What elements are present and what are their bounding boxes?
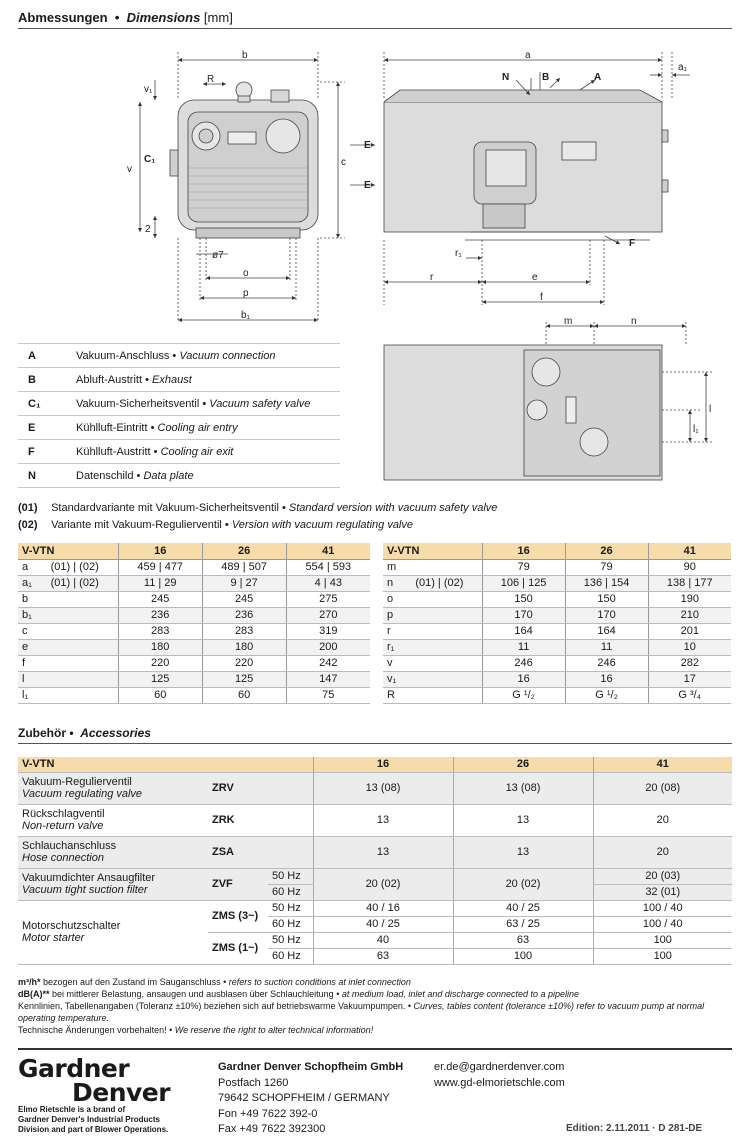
legend-en: Vacuum connection (179, 349, 276, 362)
dim-value: 75 (286, 687, 370, 703)
dim-symbol: r₁ (383, 639, 411, 655)
footnote: Technische Änderungen vorbehalten! • We reserve the right to alter technical information! (18, 1025, 374, 1035)
legend-row (18, 464, 340, 488)
dim-value: 220 (118, 655, 202, 671)
variant-en: Version with vacuum regulating valve (231, 519, 413, 531)
dim-value: 125 (202, 671, 286, 687)
dim-value: 147 (286, 671, 370, 687)
legend-en: Cooling air exit (160, 445, 234, 458)
dim-row (18, 607, 370, 623)
tagline-3: Division and part of Blower Operations. (18, 1125, 169, 1134)
dim-value: 170 (565, 607, 648, 623)
dim-symbol: b₁ (18, 607, 47, 623)
dim-value: 170 (482, 607, 565, 623)
dim-row (18, 623, 370, 639)
dim-value: 180 (118, 639, 202, 655)
legend-row (18, 344, 340, 368)
dim-value: 90 (648, 559, 731, 575)
legend-text: Abluft-Austritt • Exhaust (66, 368, 340, 392)
acc-val-41: 100 (593, 948, 732, 964)
company-contact (434, 1060, 565, 1091)
acc-header-16: 16 (313, 757, 453, 772)
dim-value: G ³/₄ (648, 687, 731, 703)
footnote-de: bezogen auf den Zustand im Sauganschluss (40, 977, 221, 987)
acc-row-zsa (18, 836, 732, 868)
acc-val-16: 13 (313, 836, 453, 868)
dim-value: 283 (118, 623, 202, 639)
dim-value: 246 (482, 655, 565, 671)
dim-symbol: m (383, 559, 411, 575)
dim-header-size: 16 (482, 543, 565, 559)
dim-variant (47, 623, 119, 639)
dim-value: 459 | 477 (118, 559, 202, 575)
accessories-title: Zubehör • Accessories (18, 726, 151, 740)
legend-text: Vakuum-Sicherheitsventil • Vacuum safety valve (66, 392, 340, 416)
acc-val-16: 40 (313, 932, 453, 948)
variant-code: (01) (18, 502, 38, 514)
acc-row-zvf-50 (18, 868, 732, 884)
acc-code: ZMS (1~) (208, 932, 268, 964)
dim-value: 10 (648, 639, 731, 655)
accessories-title-en: Accessories (80, 726, 151, 740)
legend-row (18, 416, 340, 440)
acc-val-16: 40 / 25 (313, 916, 453, 932)
variant-note-02: (02) Variante mit Vakuum-Regulierventil • Version with vacuum regulating valve (18, 519, 413, 531)
accessories-header-row (18, 757, 732, 772)
dim-value: 282 (648, 655, 731, 671)
dim-row (18, 687, 370, 703)
legend-row (18, 392, 340, 416)
acc-row-zms3-50 (18, 900, 732, 916)
acc-name (18, 836, 208, 868)
acc-name-en: Vacuum regulating valve (22, 788, 143, 800)
dim-value: 275 (286, 591, 370, 607)
dim-value: 246 (565, 655, 648, 671)
dim-value: 138 | 177 (648, 575, 731, 591)
dim-variant (411, 607, 482, 623)
acc-header-model: V-VTN (18, 757, 313, 772)
dim-label-o: o (243, 268, 249, 279)
dim-value: 11 | 29 (118, 575, 202, 591)
legend-de: Kühlluft-Austritt (76, 445, 151, 458)
legend-row (18, 440, 340, 464)
footnote-key: m³/h* (18, 977, 41, 987)
acc-val-26: 13 (08) (453, 772, 593, 804)
legend-de: Datenschild (76, 469, 134, 482)
dim-variant (411, 559, 482, 575)
dim-symbol: c (18, 623, 47, 639)
dimension-table-right (383, 543, 731, 704)
dim-label-r: r (430, 272, 434, 283)
legend-en: Data plate (143, 469, 194, 482)
dim-row (383, 655, 731, 671)
header-rule (18, 28, 732, 29)
dim-label-f: f (540, 292, 543, 303)
dim-value: 16 (565, 671, 648, 687)
dim-label-n: n (631, 316, 637, 327)
dim-row (18, 591, 370, 607)
dim-symbol: a₁ (18, 575, 47, 591)
acc-header-26: 26 (453, 757, 593, 772)
acc-row-zrk (18, 804, 732, 836)
dim-row (383, 623, 731, 639)
gardner-denver-logo (18, 1054, 171, 1107)
acc-val-41: 20 (593, 804, 732, 836)
dim-symbol: v₁ (383, 671, 411, 687)
dim-variant: (01) | (02) (411, 575, 482, 591)
dim-variant: (01) | (02) (47, 575, 119, 591)
acc-val-41: 100 / 40 (593, 916, 732, 932)
dim-symbol: f (18, 655, 47, 671)
acc-header-41: 41 (593, 757, 732, 772)
dim-label-p: p (243, 288, 249, 299)
variant-de: Variante mit Vakuum-Regulierventil (51, 519, 222, 531)
dim-header-model: V-VTN (383, 543, 482, 559)
acc-name (18, 868, 208, 900)
legend-key: B (18, 368, 66, 392)
title-en: Dimensions (126, 10, 201, 25)
dim-value: 150 (482, 591, 565, 607)
dim-row (383, 639, 731, 655)
acc-val-41: 20 (593, 836, 732, 868)
dim-row (18, 671, 370, 687)
dimension-table-left (18, 543, 370, 704)
legend-en: Cooling air entry (157, 421, 238, 434)
footnote: m³/h* bezogen auf den Zustand im Sauganschluss • refers to suction conditions at inlet connection (18, 977, 411, 987)
dim-header-model: V-VTN (18, 543, 118, 559)
legend-text: Kühlluft-Austritt • Cooling air exit (66, 440, 340, 464)
acc-code: ZMS (3~) (208, 900, 268, 932)
footnote-en: refers to suction conditions at inlet connection (228, 977, 411, 987)
dim-value: 17 (648, 671, 731, 687)
dim-header-row (18, 543, 370, 559)
dim-value: 201 (648, 623, 731, 639)
dim-symbol: l (18, 671, 47, 687)
dim-symbol: n (383, 575, 411, 591)
dim-header-size: 41 (286, 543, 370, 559)
dim-value: 164 (482, 623, 565, 639)
acc-val-41: 100 / 40 (593, 900, 732, 916)
dim-label-d7: ø7 (212, 250, 224, 261)
acc-name-en: Vacuum tight suction filter (22, 884, 148, 896)
acc-val-26: 13 (453, 836, 593, 868)
legend-key: N (18, 464, 66, 488)
acc-val-41: 20 (08) (593, 772, 732, 804)
dim-value: 60 (118, 687, 202, 703)
dim-variant (411, 687, 482, 703)
footnote-de: Kennlinien, Tabellenangaben (Toleranz ±10%) beziehen sich auf betriebswarme Vakuumpumpen. (18, 1001, 406, 1011)
dim-row (18, 655, 370, 671)
acc-name-en: Hose connection (22, 852, 104, 864)
dim-row (18, 559, 370, 575)
dim-symbol: l₁ (18, 687, 47, 703)
acc-val-16: 20 (02) (313, 868, 453, 900)
variant-code: (02) (18, 519, 38, 531)
company-name: Gardner Denver Schopfheim GmbH (218, 1061, 404, 1073)
dim-variant (411, 655, 482, 671)
footnotes (18, 976, 732, 1036)
dim-label-N: N (502, 72, 510, 83)
dim-value: 60 (202, 687, 286, 703)
acc-name-en: Motor starter (22, 932, 85, 944)
dim-row (18, 639, 370, 655)
acc-val-16: 13 (313, 804, 453, 836)
dim-row (383, 607, 731, 623)
dim-label-e: e (532, 272, 538, 283)
dim-variant (47, 671, 119, 687)
dim-row (383, 687, 731, 703)
acc-row-zrv (18, 772, 732, 804)
acc-val-41: 100 (593, 932, 732, 948)
acc-val-26: 40 / 25 (453, 900, 593, 916)
logo-word-2: Denver (72, 1078, 171, 1107)
dim-value: 16 (482, 671, 565, 687)
footer-rule (18, 1048, 732, 1050)
dim-variant (47, 591, 119, 607)
dim-symbol: b (18, 591, 47, 607)
brand-tagline (18, 1105, 168, 1135)
dim-header-size: 26 (202, 543, 286, 559)
dim-value: 125 (118, 671, 202, 687)
footnote-de: Technische Änderungen vorbehalten! (18, 1025, 167, 1035)
acc-code: ZRK (208, 804, 313, 836)
dim-label-E2: E (364, 180, 371, 191)
tagline-1: Elmo Rietschle is a brand of (18, 1105, 126, 1114)
acc-name-en: Non-return valve (22, 820, 104, 832)
dim-value: 164 (565, 623, 648, 639)
footnote-key: dB(A)** (18, 989, 50, 999)
dim-value: 220 (202, 655, 286, 671)
dim-header-row (383, 543, 731, 559)
acc-code: ZVF (208, 868, 268, 900)
accessories-title-de: Zubehör (18, 726, 66, 740)
acc-name (18, 772, 208, 804)
dim-value: 242 (286, 655, 370, 671)
acc-name-de: Rückschlagventil (22, 808, 105, 820)
dim-variant (47, 655, 119, 671)
dim-label-b: b (242, 50, 248, 61)
acc-name-de: Vakuum-Regulierventil (22, 776, 132, 788)
dim-label-E1: E (364, 140, 371, 151)
dim-variant (411, 639, 482, 655)
dim-label-F: F (629, 238, 636, 249)
dim-label-A: A (594, 72, 602, 83)
dim-value: 150 (565, 591, 648, 607)
footnote-en: We reserve the right to alter technical information! (174, 1025, 374, 1035)
dim-symbol: a (18, 559, 47, 575)
dim-value: 79 (482, 559, 565, 575)
dim-value: 180 (202, 639, 286, 655)
logo-word-1: Gardner (18, 1054, 130, 1083)
address-line-2: 79642 SCHOPFHEIM / GERMANY (218, 1092, 390, 1104)
edition-label: Edition: 2.11.2011 · D 281-DE (566, 1123, 703, 1134)
dim-value: 270 (286, 607, 370, 623)
dim-symbol: r (383, 623, 411, 639)
legend-key: A (18, 344, 66, 368)
dim-label-a: a (525, 50, 531, 61)
dim-value: 79 (565, 559, 648, 575)
legend-de: Vakuum-Anschluss (76, 349, 170, 362)
dim-variant (411, 623, 482, 639)
legend-text: Datenschild • Data plate (66, 464, 340, 488)
dim-value: 236 (118, 607, 202, 623)
dim-label-r1: r₁ (455, 248, 462, 259)
acc-val-16: 63 (313, 948, 453, 964)
legend-key: E (18, 416, 66, 440)
acc-val-26: 13 (453, 804, 593, 836)
acc-val-41: 20 (03) (593, 868, 732, 884)
dim-symbol: o (383, 591, 411, 607)
dim-value: 236 (202, 607, 286, 623)
dim-row (383, 591, 731, 607)
acc-hz: 60 Hz (268, 916, 313, 932)
dim-variant (47, 639, 119, 655)
accessories-rule (18, 743, 732, 744)
legend-row (18, 368, 340, 392)
acc-hz: 50 Hz (268, 900, 313, 916)
dim-value: 200 (286, 639, 370, 655)
dim-value: 245 (202, 591, 286, 607)
dim-value: 11 (565, 639, 648, 655)
dim-row (383, 559, 731, 575)
footnote-en: Curves, tables content (tolerance ±10%) refer to vacuum pump at normal operating temperature. (18, 1001, 705, 1023)
dim-symbol: p (383, 607, 411, 623)
acc-val-41: 32 (01) (593, 884, 732, 900)
legend-en: Vacuum safety valve (209, 397, 311, 410)
dim-variant (47, 607, 119, 623)
acc-val-26: 63 (453, 932, 593, 948)
legend-text: Kühlluft-Eintritt • Cooling air entry (66, 416, 340, 440)
tagline-2: Gardner Denver's Industrial Products (18, 1115, 160, 1124)
dim-label-b1: b₁ (241, 310, 250, 321)
acc-val-16: 13 (08) (313, 772, 453, 804)
dim-row (383, 575, 731, 591)
address-line-1: Postfach 1260 (218, 1076, 289, 1089)
acc-hz: 60 Hz (268, 884, 313, 900)
acc-name (18, 900, 208, 964)
legend-key: C₁ (18, 392, 66, 416)
acc-name-de: Motorschutzschalter (22, 920, 121, 932)
dim-label-c: c (341, 157, 346, 168)
dim-label-2: 2 (145, 224, 151, 235)
dim-label-a1: a₁ (678, 62, 687, 73)
dim-row (18, 575, 370, 591)
title-unit: [mm] (203, 10, 233, 25)
acc-code: ZSA (208, 836, 313, 868)
variant-de: Standardvariante mit Vakuum-Sicherheitsventil (51, 502, 279, 514)
footnote-en: at medium load, inlet and discharge connected to a pipeline (341, 989, 580, 999)
dim-value: 210 (648, 607, 731, 623)
acc-hz: 50 Hz (268, 868, 313, 884)
dim-variant (47, 687, 119, 703)
acc-val-26: 100 (453, 948, 593, 964)
phone-number: Fon +49 7622 392-0 (218, 1107, 318, 1120)
legend-de: Vakuum-Sicherheitsventil (76, 397, 200, 410)
dim-label-m: m (564, 316, 573, 327)
company-address (218, 1060, 403, 1138)
dim-value: 489 | 507 (202, 559, 286, 575)
dim-variant: (01) | (02) (47, 559, 119, 575)
dim-value: 319 (286, 623, 370, 639)
dim-value: 554 | 593 (286, 559, 370, 575)
legend-text: Vakuum-Anschluss • Vacuum connection (66, 344, 340, 368)
dim-value: 11 (482, 639, 565, 655)
dim-variant (411, 591, 482, 607)
email-link[interactable]: er.de@gardnerdenver.com (434, 1061, 565, 1073)
dim-header-size: 16 (118, 543, 202, 559)
dim-value: G ¹/₂ (482, 687, 565, 703)
acc-code: ZRV (208, 772, 313, 804)
dim-label-l1: l₁ (693, 424, 699, 435)
website-link[interactable]: www.gd-elmorietschle.com (434, 1076, 565, 1089)
dim-header-size: 26 (565, 543, 648, 559)
legend-en: Exhaust (152, 373, 192, 386)
title-bullet: • (111, 10, 123, 25)
legend-table (18, 343, 340, 488)
page-title (18, 10, 233, 25)
title-de: Abmessungen (18, 10, 108, 25)
dim-value: 106 | 125 (482, 575, 565, 591)
dim-symbol: v (383, 655, 411, 671)
dim-symbol: e (18, 639, 47, 655)
dim-header-size: 41 (648, 543, 731, 559)
acc-val-16: 40 / 16 (313, 900, 453, 916)
accessories-table (18, 757, 732, 965)
dim-label-l: l (709, 404, 712, 415)
dim-label-C1: C₁ (144, 154, 156, 165)
dim-value: 283 (202, 623, 286, 639)
acc-val-26: 20 (02) (453, 868, 593, 900)
dim-row (383, 671, 731, 687)
acc-val-26: 63 / 25 (453, 916, 593, 932)
dim-label-B: B (542, 72, 550, 83)
dim-value: 190 (648, 591, 731, 607)
dim-label-v1: v₁ (144, 84, 153, 95)
dim-label-v: v (127, 164, 132, 175)
dim-variant (411, 671, 482, 687)
legend-key: F (18, 440, 66, 464)
variant-note-01: (01) Standardvariante mit Vakuum-Sicherheitsventil • Standard version with vacuum safety valve (18, 502, 498, 514)
legend-de: Abluft-Austritt (76, 373, 143, 386)
variant-en: Standard version with vacuum safety valve (288, 502, 498, 514)
dim-value: 245 (118, 591, 202, 607)
fax-number: Fax +49 7622 392300 (218, 1123, 326, 1135)
dim-value: 4 | 43 (286, 575, 370, 591)
footnote-de: bei mittlerer Belastung, ansaugen und ausblasen über Schlauchleitung (49, 989, 334, 999)
footnote: Kennlinien, Tabellenangaben (Toleranz ±10%) beziehen sich auf betriebswarme Vakuumpumpen. • Curves, tables content (tolerance ±10%) refer to vacuum pump at normal operating temperature. (18, 1001, 705, 1023)
acc-name-de: Schlauchanschluss (22, 840, 117, 852)
acc-hz: 50 Hz (268, 932, 313, 948)
acc-name-de: Vakuumdichter Ansaugfilter (22, 872, 156, 884)
dim-value: G ¹/₂ (565, 687, 648, 703)
dim-symbol: R (383, 687, 411, 703)
acc-name (18, 804, 208, 836)
dim-value: 9 | 27 (202, 575, 286, 591)
acc-hz: 60 Hz (268, 948, 313, 964)
dim-value: 136 | 154 (565, 575, 648, 591)
legend-de: Kühlluft-Eintritt (76, 421, 148, 434)
dim-label-R: R (207, 74, 215, 85)
footnote: dB(A)** bei mittlerer Belastung, ansaugen und ausblasen über Schlauchleitung • at medium load, inlet and discharge connected to a pipeline (18, 989, 580, 999)
